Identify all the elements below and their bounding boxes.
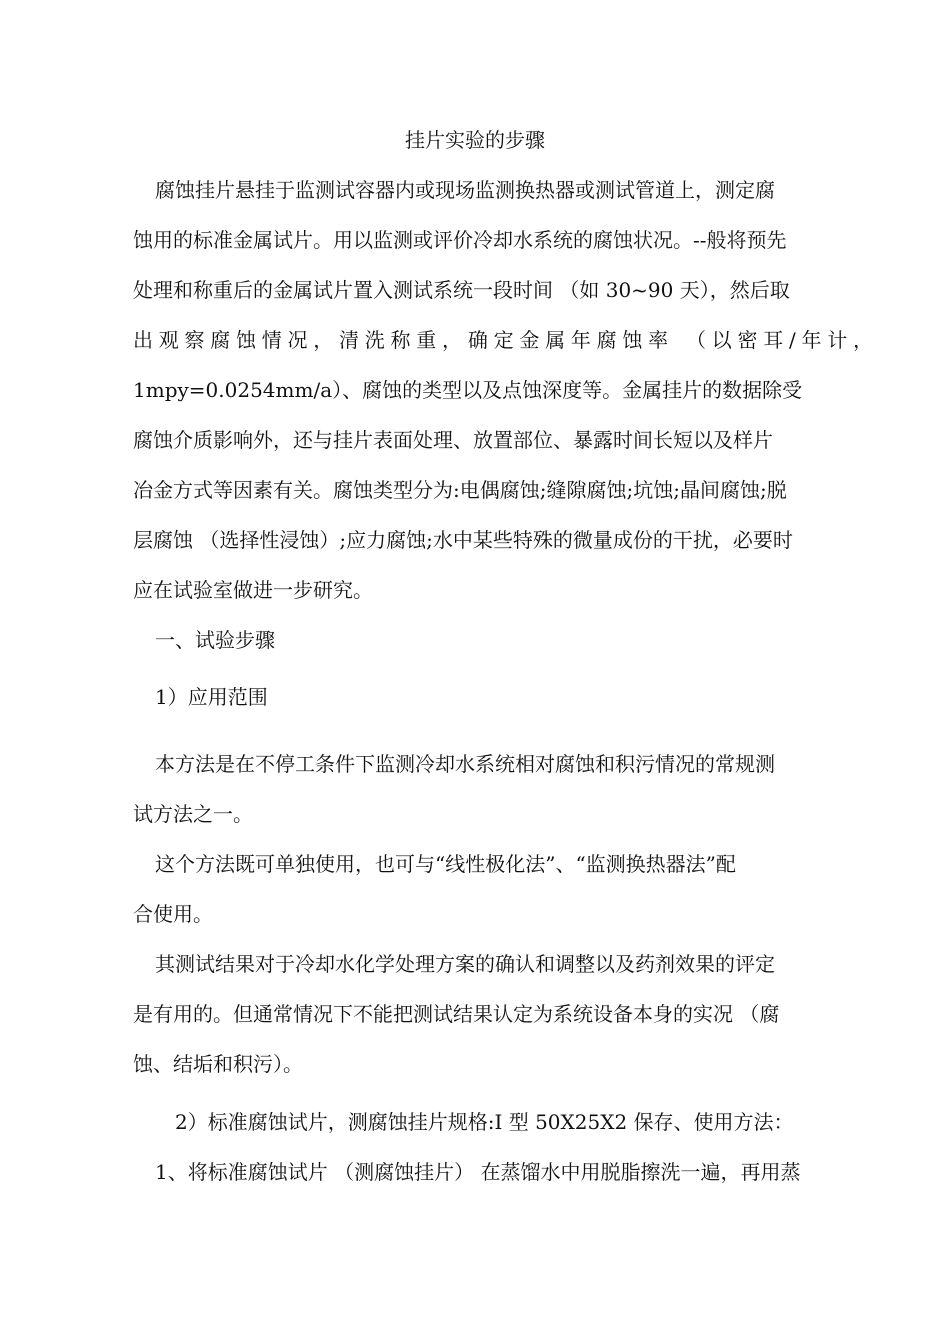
paragraph-line: 蚀、结垢和积污）。 <box>133 1052 303 1076</box>
paragraph-line: 试方法之一。 <box>133 802 253 826</box>
paragraph-line: 处理和称重后的金属试片置入测试系统一段时间 （如 30~90 天），然后取 <box>133 278 790 302</box>
paragraph-line: 本方法是在不停工条件下监测冷却水系统相对腐蚀和积污情况的常规测 <box>155 752 775 776</box>
subsection-heading: 2）标准腐蚀试片，测腐蚀挂片规格:I 型 50X25X2 保存、使用方法： <box>175 1110 794 1134</box>
paragraph-line: 1、将标准腐蚀试片 （测腐蚀挂片） 在蒸馏水中用脱脂擦洗一遍，再用蒸 <box>155 1160 801 1184</box>
paragraph-line: 腐蚀挂片悬挂于监测试容器内或现场监测换热器或测试管道上，测定腐 <box>155 178 775 202</box>
paragraph-line: 层腐蚀 （选择性浸蚀）;应力腐蚀;水中某些特殊的微量成份的干扰，必要时 <box>133 528 793 552</box>
paragraph-line: 其测试结果对于冷却水化学处理方案的确认和调整以及药剂效果的评定 <box>155 952 775 976</box>
paragraph-line: 是有用的。但通常情况下不能把测试结果认定为系统设备本身的实况 （腐 <box>133 1002 780 1026</box>
paragraph-line: 应在试验室做进一步研究。 <box>133 578 373 602</box>
section-heading: 一、试验步骤 <box>155 628 275 652</box>
paragraph-line: 腐蚀介质影响外，还与挂片表面处理、放置部位、暴露时间长短以及样片 <box>133 428 773 452</box>
paragraph-line: 蚀用的标准金属试片。用以监测或评价冷却水系统的腐蚀状况。--般将预先 <box>133 228 787 252</box>
paragraph-line: 1mpy=0.0254mm/a）、腐蚀的类型以及点蚀深度等。金属挂片的数据除受 <box>133 378 803 402</box>
document-title: 挂片实验的步骤 <box>405 128 545 152</box>
paragraph-line: 出观察腐蚀情况，清洗称重，确定金属年腐蚀率 （以密耳/年计， <box>133 328 873 352</box>
paragraph-line: 合使用。 <box>133 902 213 926</box>
paragraph-line: 冶金方式等因素有关。腐蚀类型分为:电偶腐蚀;缝隙腐蚀;坑蚀;晶间腐蚀;脱 <box>133 478 787 502</box>
subsection-heading: 1）应用范围 <box>155 685 268 709</box>
paragraph-line: 这个方法既可单独使用，也可与“线性极化法”、“监测换热器法”配 <box>155 852 736 876</box>
